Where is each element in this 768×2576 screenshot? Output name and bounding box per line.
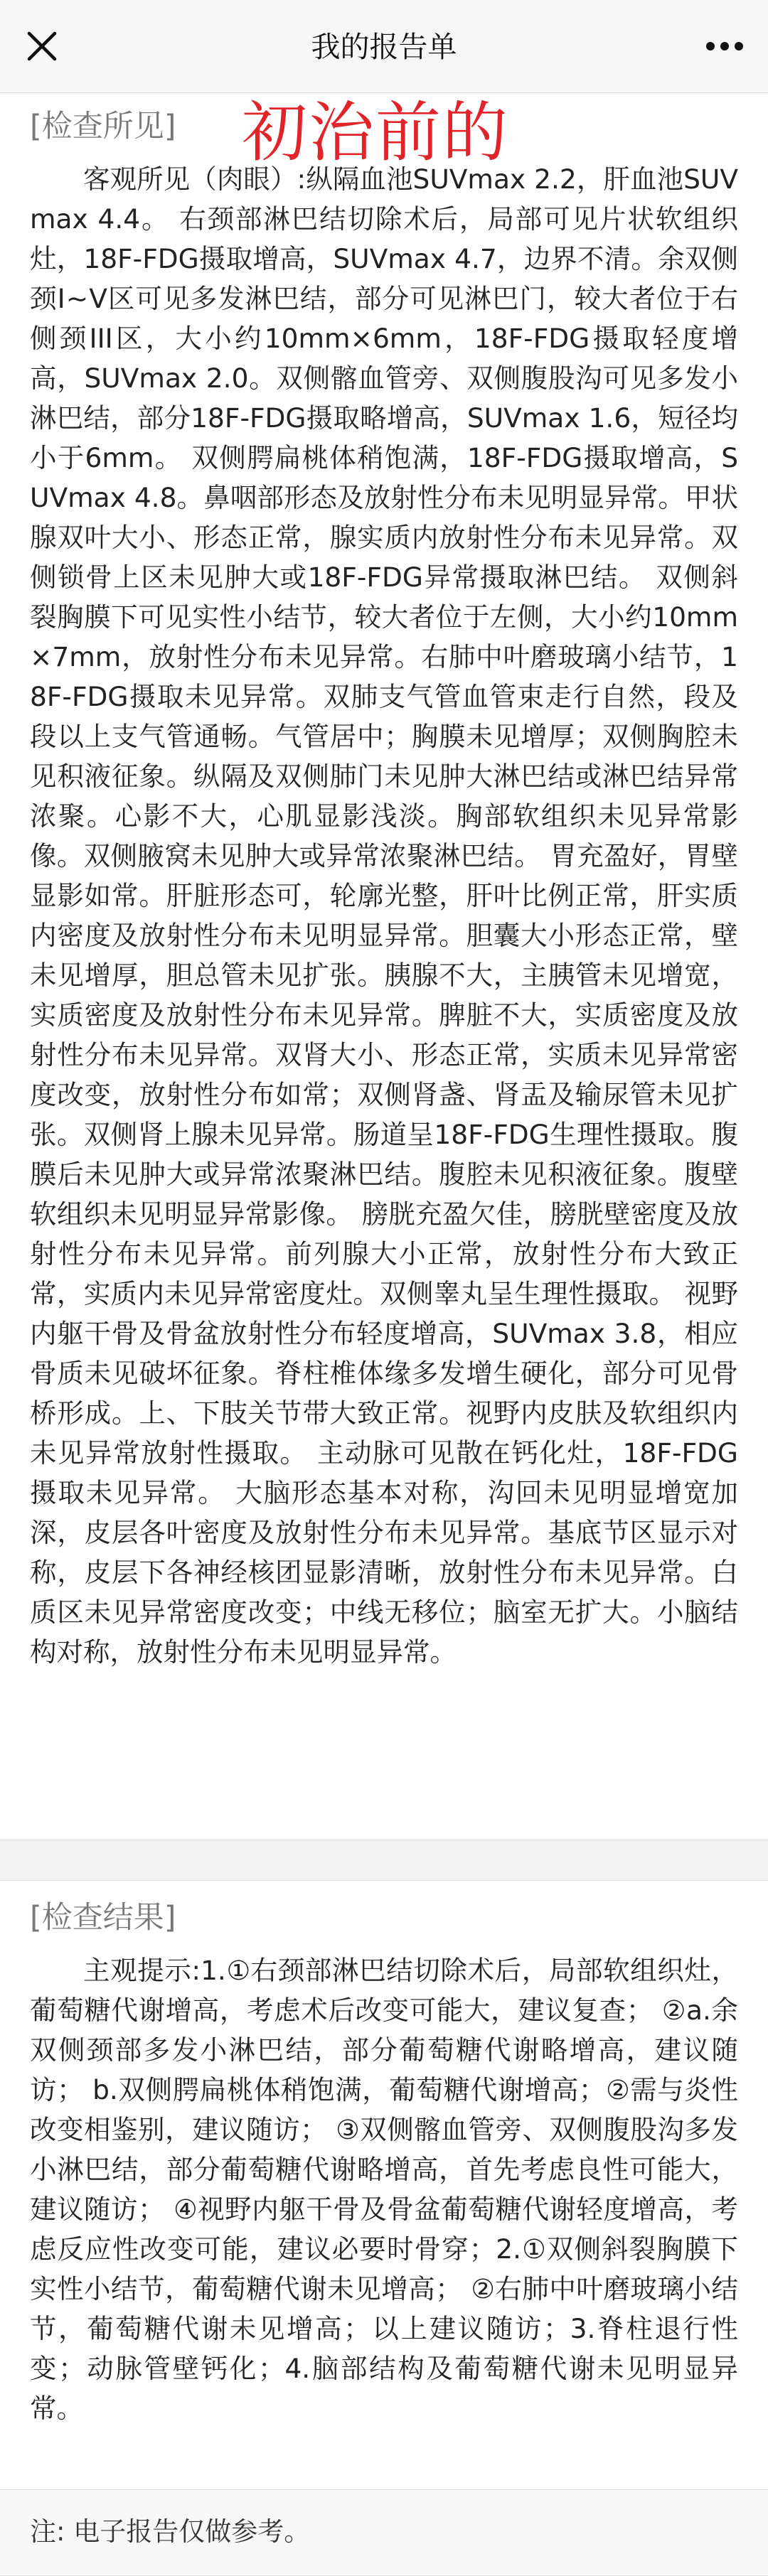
more-options-button[interactable] — [703, 24, 747, 68]
findings-label: [检查所见] — [30, 109, 176, 144]
section-divider — [0, 1840, 768, 1881]
results-label: [检查结果] — [30, 1900, 176, 1936]
results-text: 主观提示:1.①右颈部淋巴结切除术后，局部软组织灶，葡萄糖代谢增高，考虑术后改变可能大，建议复查； ②a.余双侧颈部多发小淋巴结，部分葡萄糖代谢略增高，建议随访； b.双侧腭扁桃体稍饱满，葡萄糖代谢增高；②需与炎性改变相鉴别，建议随访； ③双侧髂血管旁、双侧腹股沟多发小淋巴结，部分葡萄糖代谢略增高，首先考虑良性可能大，建议随访； ④视野内躯干骨及骨盆葡萄糖代谢轻度增高，考虑反应性改变可能，建议必要时骨穿；2.①双侧斜裂胸膜下实性小结节，葡萄糖代谢未见增高； ②右肺中叶磨玻璃小结节，葡萄糖代谢未见增高；以上建议随访；3.脊柱退行性变；动脉管壁钙化；4.脑部结构及葡萄糖代谢未见明显异常。 — [30, 1955, 738, 2424]
page-title: 我的报告单 — [311, 30, 457, 64]
footer-note: 注: 电子报告仅做参考。 — [30, 2516, 311, 2547]
results-section — [0, 1896, 768, 2428]
more-icon — [705, 41, 744, 51]
findings-text: 客观所见（肉眼）:纵隔血池SUVmax 2.2，肝血池SUVmax 4.4。 右颈部淋巴结切除术后，局部可见片状软组织灶，18F-FDG摄取增高，SUVmax 4.7，边界不清。余双侧颈Ⅰ~Ⅴ区可见多发淋巴结，部分可见淋巴门，较大者位于右侧颈III区，大小约10mm×6mm，18F-FDG摄取轻度增高，SUVmax 2.0。双侧髂血管旁、双侧腹股沟可见多发小淋巴结，部分18F-FDG摄取略增高，SUVmax 1.6，短径均小于6mm。 双侧腭扁桃体稍饱满，18F-FDG摄取增高，SUVmax 4.8。鼻咽部形态及放射性分布未见明显异常。甲状腺双叶大小、形态正常，腺实质内放射性分布未见异常。双侧锁骨上区未见肿大或18F-FDG异常摄取淋巴结。 双侧斜裂胸膜下可见实性小结节，较大者位于左侧，大小约10mm×7mm，放射性分布未见异常。右肺中叶磨玻璃小结节，18F-FDG摄取未见异常。双肺支气管血管束走行自然，段及段以上支气管通畅。气管居中；胸膜未见增厚；双侧胸腔未见积液征象。纵隔及双侧肺门未见肿大淋巴结或淋巴结异常浓聚。心影不大，心肌显影浅淡。胸部软组织未见异常影像。双侧腋窝未见肿大或异常浓聚淋巴结。 胃充盈好，胃壁显影如常。肝脏形态可，轮廓光整，肝叶比例正常，肝实质内密度及放射性分布未见明显异常。胆囊大小形态正常，壁未见增厚，胆总管未见扩张。胰腺不大，主胰管未见增宽，实质密度及放射性分布未见异常。脾脏不大，实质密度及放射性分布未见异常。双肾大小、形态正常，实质未见异常密度改变，放射性分布如常；双侧肾盏、肾盂及输尿管未见扩张。双侧肾上腺未见异常。肠道呈18F-FDG生理性摄取。腹膜后未见肿大或异常浓聚淋巴结。腹腔未见积液征象。腹壁软组织未见明显异常影像。 膀胱充盈欠佳，膀胱壁密度及放射性分布未见异常。前列腺大小正常，放射性分布大致正常，实质内未见异常密度灶。双侧睾丸呈生理性摄取。 视野内躯干骨及骨盆放射性分布轻度增高，SUVmax 3.8，相应骨质未见破坏征象。脊柱椎体缘多发增生硬化，部分可见骨桥形成。上、下肢关节带大致正常。视野内皮肤及软组织内未见异常放射性摄取。 主动脉可见散在钙化灶，18F-FDG摄取未见异常。 大脑形态基本对称，沟回未见明显增宽加深，皮层各叶密度及放射性分布未见异常。基底节区显示对称，皮层下各神经核团显影清晰，放射性分布未见异常。白质区未见异常密度改变；中线无移位；脑室无扩大。小脑结构对称，放射性分布未见明显异常。 — [30, 163, 738, 1668]
findings-section — [0, 105, 768, 1672]
handwritten-annotation: 初治前的 — [242, 95, 510, 171]
top-navigation-bar — [0, 0, 768, 93]
